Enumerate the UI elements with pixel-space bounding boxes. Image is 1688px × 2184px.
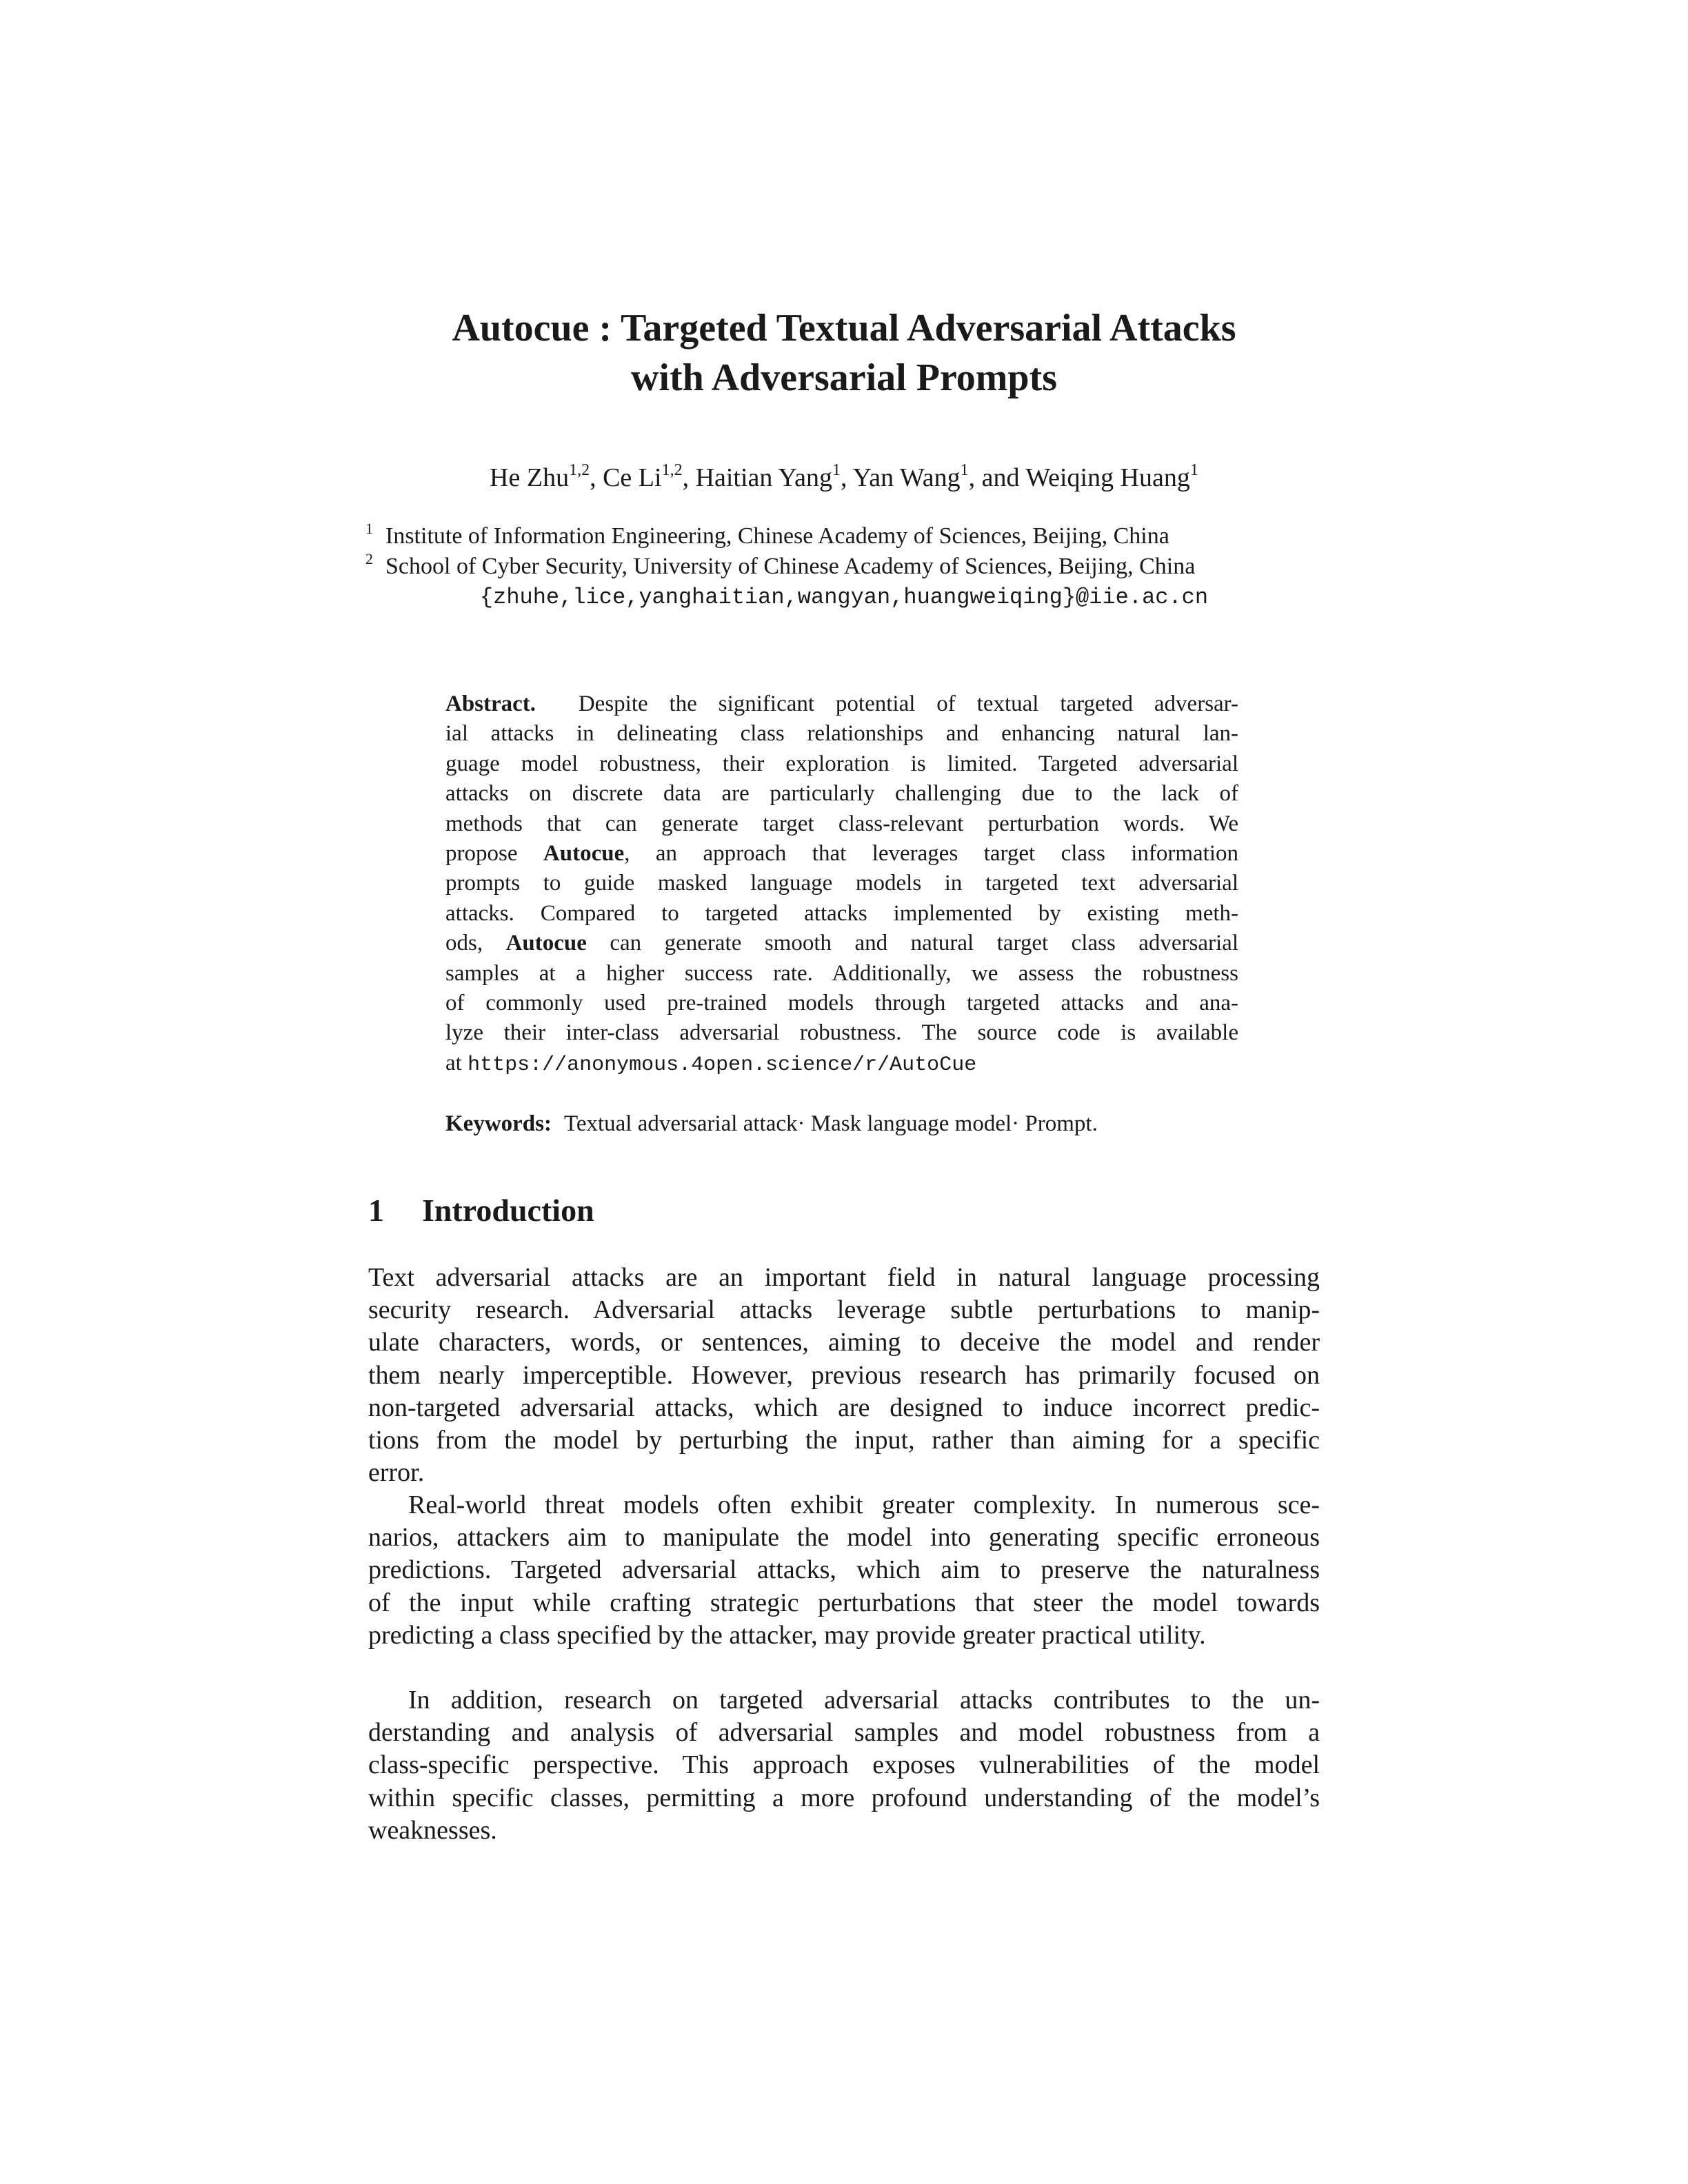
author-affil-mark: 1,2 — [569, 461, 590, 479]
section-number: 1 — [368, 1193, 384, 1228]
author-affil-mark: 1 — [1189, 461, 1198, 479]
abstract-line: prompts to guide masked language models in targeted text adversarial — [445, 871, 1238, 896]
body-line: within specific classes, permitting a more profound understanding of the model’s — [368, 1783, 1320, 1812]
author: Weiqing Huang — [1025, 463, 1190, 492]
title-line-2: with Adversarial Prompts — [630, 356, 1058, 399]
author-list: He Zhu$^{1,2}$, Ce Li$^{1,2}$, Haitian Yang$^1$, Yan Wang$^1$, and Weiqing Huang$^1$ — [490, 461, 1198, 492]
body-line: Real-world threat models often exhibit greater complexity. In numerous sce- — [408, 1490, 1320, 1519]
abstract-line: lyze their inter-class adversarial robustness. The source code is available — [445, 1020, 1238, 1046]
body-line: class-specific perspective. This approach exposes vulnerabilities of the model — [368, 1750, 1320, 1780]
body-line: tions from the model by perturbing the input, rather than aiming for a specific — [368, 1425, 1320, 1455]
body-line: error. — [368, 1458, 425, 1488]
abstract-line: ods, Autocue can generate smooth and natural target class adversarial — [445, 931, 1239, 956]
author: He Zhu — [490, 463, 570, 492]
title-line-1: Autocue : Targeted Textual Adversarial Attacks — [452, 307, 1236, 350]
section-title: Introduction — [422, 1193, 594, 1228]
body-paragraph — [368, 1489, 1320, 1652]
abstract-line: propose Autocue, an approach that leverages target class information — [445, 840, 1239, 866]
author: Haitian Yang — [695, 463, 833, 492]
keywords-text: Textual adversarial attack· Mask language model· Prompt. — [563, 1111, 1098, 1136]
author: Ce Li — [603, 463, 662, 492]
abstract-line: guage model robustness, their exploration is limited. Targeted adversarial — [445, 751, 1238, 776]
affiliation — [365, 521, 1331, 552]
paper-title — [0, 303, 1688, 403]
body-line: them nearly imperceptible. However, previous research has primarily focused on — [368, 1360, 1320, 1390]
affiliation-mark: 1 — [365, 520, 373, 537]
body-line: weaknesses. — [368, 1815, 497, 1845]
section-heading — [368, 1191, 594, 1230]
body-line: In addition, research on targeted adversarial attacks contributes to the un- — [408, 1686, 1320, 1715]
body-line: predicting a class specified by the attacker, may provide greater practical utility. — [368, 1620, 1206, 1650]
body-line: ulate characters, words, or sentences, aiming to deceive the model and render — [368, 1328, 1320, 1357]
abstract-line: at https://anonymous.4open.science/r/AutoCue — [445, 1050, 977, 1077]
body-line: narios, attackers aim to manipulate the model into generating specific erroneous — [368, 1523, 1320, 1553]
body-line: non-targeted adversarial attacks, which are designed to induce incorrect predic- — [368, 1393, 1320, 1422]
body-line: predictions. Targeted adversarial attacks, which aim to preserve the naturalness — [368, 1555, 1320, 1585]
method-name: Autocue — [505, 931, 587, 956]
affiliation — [365, 552, 1331, 582]
abstract-label: Abstract. — [445, 691, 536, 716]
abstract-line: Abstract. Despite the significant potential of textual targeted adversar- — [445, 691, 1239, 716]
affiliation-text: School of Cyber Security, University of Chinese Academy of Sciences, Beijing, China — [385, 554, 1196, 579]
abstract-line: samples at a higher success rate. Additionally, we assess the robustness — [445, 960, 1238, 986]
affiliation-text: Institute of Information Engineering, Chinese Academy of Sciences, Beijing, China — [385, 523, 1169, 549]
abstract-line: attacks. Compared to targeted attacks implemented by existing meth- — [445, 900, 1238, 926]
body-line: of the input while crafting strategic perturbations that steer the model towards — [368, 1588, 1320, 1617]
source-code-link[interactable]: https://anonymous.4open.science/r/AutoCue — [468, 1053, 977, 1077]
abstract-line: of commonly used pre-trained models through targeted attacks and ana- — [445, 990, 1238, 1015]
abstract-line: ial attacks in delineating class relationships and enhancing natural lan- — [445, 721, 1238, 747]
abstract-line: methods that can generate target class-relevant perturbation words. We — [445, 811, 1238, 836]
body-paragraph — [368, 1262, 1320, 1489]
affiliation-mark: 2 — [365, 550, 373, 567]
keywords-label: Keywords: — [445, 1111, 552, 1136]
keywords — [445, 1109, 1238, 1139]
abstract-line: attacks on discrete data are particularly challenging due to the lack of — [445, 781, 1238, 807]
author-emails: {zhuhe,lice,yanghaitian,wangyan,huangweiqing}@iie.ac.cn — [479, 585, 1209, 610]
abstract — [445, 689, 1238, 1078]
method-name: Autocue — [543, 840, 625, 866]
author: Yan Wang — [852, 463, 961, 492]
body-line: security research. Adversarial attacks leverage subtle perturbations to manip- — [368, 1295, 1320, 1325]
body-line: derstanding and analysis of adversarial samples and model robustness from a — [368, 1718, 1320, 1748]
body-paragraph — [368, 1684, 1320, 1847]
author-affil-mark: 1 — [960, 461, 969, 479]
body-line: Text adversarial attacks are an important field in natural language processing — [368, 1263, 1320, 1292]
author-affil-mark: 1 — [832, 461, 841, 479]
author-affil-mark: 1,2 — [661, 461, 683, 479]
